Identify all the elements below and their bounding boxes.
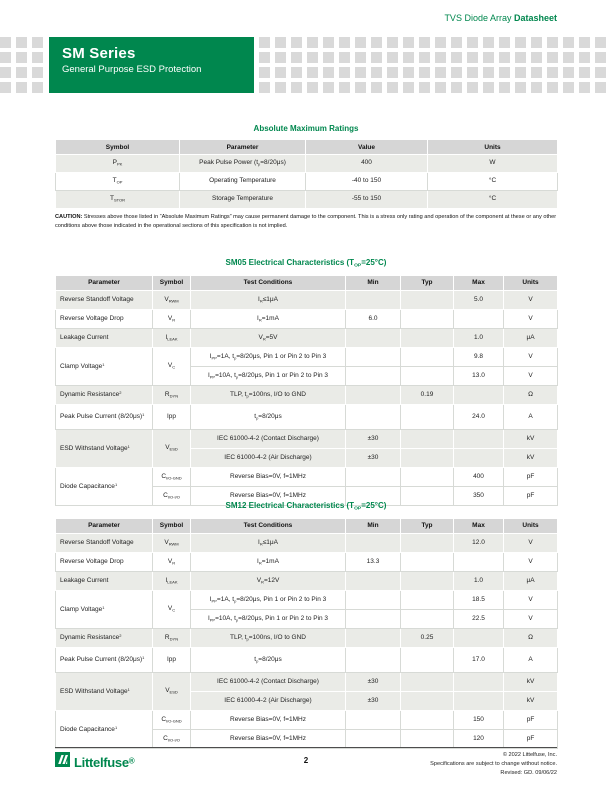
caution-label: CAUTION: bbox=[55, 213, 83, 220]
cell-symbol: $C_{I/O-GND}$ bbox=[153, 710, 191, 729]
cell-min bbox=[346, 647, 401, 672]
cell-symbol: Ipp bbox=[153, 404, 191, 429]
cell-symbol: $P_{PK}$ bbox=[56, 155, 180, 173]
cell-conditions: $I_{PP}=10A$, $t_p=8/20\mu s$, Pin 1 or Pin 2 to Pin 3 bbox=[191, 366, 346, 385]
cell-min: ±30 bbox=[346, 448, 401, 467]
cell-typ bbox=[401, 309, 454, 328]
cell-max bbox=[454, 448, 504, 467]
cell-parameter: Reverse Standoff Voltage bbox=[56, 533, 153, 552]
cell-typ bbox=[401, 429, 454, 448]
table-row bbox=[56, 647, 558, 672]
cell-max: 350 bbox=[454, 486, 504, 505]
cell-symbol: Ipp bbox=[153, 647, 191, 672]
cell-units: °C bbox=[428, 173, 558, 191]
table-row bbox=[56, 173, 558, 191]
cell-max: 120 bbox=[454, 729, 504, 748]
cell-min bbox=[346, 347, 401, 366]
cell-max: 1.0 bbox=[454, 571, 504, 590]
cell-units: V bbox=[504, 366, 558, 385]
cell-max: 18.5 bbox=[454, 590, 504, 609]
cell-max bbox=[454, 309, 504, 328]
cell-units: Ω bbox=[504, 628, 558, 647]
table-row bbox=[56, 429, 558, 448]
cell-symbol: $R_{DYN}$ bbox=[153, 628, 191, 647]
cell-min bbox=[346, 533, 401, 552]
cell-symbol: $V_{RWM}$ bbox=[153, 290, 191, 309]
table-row bbox=[56, 309, 558, 328]
cell-conditions: $I_R\le 1\mu A$ bbox=[191, 290, 346, 309]
series-banner bbox=[49, 37, 254, 93]
decorative-squares-left bbox=[0, 37, 44, 93]
footer-legal bbox=[430, 751, 557, 778]
cell-max bbox=[454, 672, 504, 691]
cell-conditions: $t_p=8/20\mu s$ bbox=[191, 647, 346, 672]
cell-units: μA bbox=[504, 328, 558, 347]
cell-min bbox=[346, 404, 401, 429]
cell-min bbox=[346, 609, 401, 628]
column-header: Max bbox=[454, 518, 504, 533]
cell-min bbox=[346, 571, 401, 590]
cell-conditions: IEC 61000-4-2 (Air Discharge) bbox=[191, 448, 346, 467]
cell-conditions: Reverse Bias=0V, f=1MHz bbox=[191, 729, 346, 748]
cell-symbol: $C_{I/O-I/O}$ bbox=[153, 729, 191, 748]
table-row bbox=[56, 347, 558, 366]
cell-typ: 0.25 bbox=[401, 628, 454, 647]
cell-symbol: $T_{OP}$ bbox=[56, 173, 180, 191]
cell-min: ±30 bbox=[346, 429, 401, 448]
cell-max bbox=[454, 385, 504, 404]
cell-conditions: IEC 61000-4-2 (Contact Discharge) bbox=[191, 429, 346, 448]
column-header: Parameter bbox=[180, 140, 306, 155]
cell-symbol: $V_{RWM}$ bbox=[153, 533, 191, 552]
cell-units: kV bbox=[504, 448, 558, 467]
cell-max: 12.0 bbox=[454, 533, 504, 552]
footer-copyright: © 2022 Littelfuse, Inc. bbox=[502, 752, 557, 758]
cell-conditions: IEC 61000-4-2 (Air Discharge) bbox=[191, 691, 346, 710]
cell-min bbox=[346, 590, 401, 609]
cell-units: kV bbox=[504, 691, 558, 710]
cell-value: 400 bbox=[306, 155, 428, 173]
series-title: SM Series bbox=[62, 45, 136, 62]
cell-parameter: Diode Capacitance$^1$ bbox=[56, 467, 153, 505]
sm12-table bbox=[55, 518, 558, 749]
table-header-row bbox=[56, 140, 558, 155]
cell-parameter: Reverse Voltage Drop bbox=[56, 309, 153, 328]
cell-min bbox=[346, 628, 401, 647]
cell-units: °C bbox=[428, 191, 558, 209]
table-row bbox=[56, 710, 558, 729]
cell-conditions: $I_{PP}=10A$, $t_p=8/20\mu s$, Pin 1 or Pin 2 to Pin 3 bbox=[191, 609, 346, 628]
cell-conditions: $I_{PP}=1A$, $t_p=8/20\mu s$, Pin 1 or Pin 2 to Pin 3 bbox=[191, 590, 346, 609]
column-header: Units bbox=[428, 140, 558, 155]
column-header: Typ bbox=[401, 275, 454, 290]
cell-conditions: Reverse Bias=0V, f=1MHz bbox=[191, 467, 346, 486]
cell-max: 150 bbox=[454, 710, 504, 729]
cell-parameter: Diode Capacitance$^1$ bbox=[56, 710, 153, 748]
cell-max: 22.5 bbox=[454, 609, 504, 628]
cell-units: W bbox=[428, 155, 558, 173]
cell-conditions: $I_R=1mA$ bbox=[191, 552, 346, 571]
cell-typ bbox=[401, 533, 454, 552]
cell-conditions: TLP, $t_p=100ns$, I/O to GND bbox=[191, 385, 346, 404]
cell-typ bbox=[401, 691, 454, 710]
column-header: Units bbox=[504, 518, 558, 533]
tagline-regular: TVS Diode Array bbox=[444, 13, 514, 23]
sm05-table bbox=[55, 275, 558, 506]
cell-units: μA bbox=[504, 571, 558, 590]
table-row bbox=[56, 328, 558, 347]
cell-conditions: TLP, $t_p=100ns$, I/O to GND bbox=[191, 628, 346, 647]
cell-parameter: Clamp Voltage$^1$ bbox=[56, 590, 153, 628]
cell-conditions: $I_R\le 1\mu A$ bbox=[191, 533, 346, 552]
cell-parameter: ESD Withstand Voltage$^1$ bbox=[56, 672, 153, 710]
cell-units: A bbox=[504, 647, 558, 672]
cell-units: V bbox=[504, 609, 558, 628]
cell-conditions: $V_R=5V$ bbox=[191, 328, 346, 347]
cell-units: V bbox=[504, 309, 558, 328]
cell-symbol: $V_R$ bbox=[153, 309, 191, 328]
cell-typ bbox=[401, 448, 454, 467]
cell-min bbox=[346, 467, 401, 486]
column-header: Min bbox=[346, 275, 401, 290]
cell-typ bbox=[401, 366, 454, 385]
cell-typ bbox=[401, 290, 454, 309]
cell-parameter: Leakage Current bbox=[56, 571, 153, 590]
cell-symbol: $C_{I/O-I/O}$ bbox=[153, 486, 191, 505]
cell-symbol: $V_C$ bbox=[153, 590, 191, 628]
cell-parameter: ESD Withstand Voltage$^1$ bbox=[56, 429, 153, 467]
cell-max: 9.8 bbox=[454, 347, 504, 366]
cell-min: 6.0 bbox=[346, 309, 401, 328]
cell-units: V bbox=[504, 533, 558, 552]
column-header: Parameter bbox=[56, 518, 153, 533]
cell-min: ±30 bbox=[346, 691, 401, 710]
cell-min bbox=[346, 385, 401, 404]
cell-units: Ω bbox=[504, 385, 558, 404]
column-header: Parameter bbox=[56, 275, 153, 290]
littelfuse-wordmark: Littelfuse® bbox=[74, 754, 135, 770]
cell-conditions: IEC 61000-4-2 (Contact Discharge) bbox=[191, 672, 346, 691]
cell-typ bbox=[401, 672, 454, 691]
document-type-tagline bbox=[444, 13, 557, 23]
cell-max: 5.0 bbox=[454, 290, 504, 309]
cell-symbol: $I_{LEAK}$ bbox=[153, 571, 191, 590]
cell-units: kV bbox=[504, 672, 558, 691]
footer-notice: Specifications are subject to change without notice. bbox=[430, 760, 557, 767]
cell-parameter: Peak Pulse Current $(8/20\mu s)^1$ bbox=[56, 647, 153, 672]
cell-symbol: $R_{DYN}$ bbox=[153, 385, 191, 404]
column-header: Min bbox=[346, 518, 401, 533]
cell-parameter: Peak Pulse Power $(t_p=8/20\mu s)$ bbox=[180, 155, 306, 173]
cell-units: pF bbox=[504, 486, 558, 505]
cell-conditions: Reverse Bias=0V, f=1MHz bbox=[191, 710, 346, 729]
table-row bbox=[56, 590, 558, 609]
column-header: Value bbox=[306, 140, 428, 155]
cell-parameter: Peak Pulse Current $(8/20\mu s)^1$ bbox=[56, 404, 153, 429]
column-header: Symbol bbox=[153, 275, 191, 290]
cell-typ bbox=[401, 710, 454, 729]
table-header-row bbox=[56, 518, 558, 533]
cell-typ bbox=[401, 647, 454, 672]
cell-typ bbox=[401, 552, 454, 571]
absolute-maximum-ratings-section bbox=[55, 124, 557, 209]
cell-parameter: Clamp Voltage$^1$ bbox=[56, 347, 153, 385]
cell-conditions: Reverse Bias=0V, f=1MHz bbox=[191, 486, 346, 505]
column-header: Symbol bbox=[153, 518, 191, 533]
table-row bbox=[56, 467, 558, 486]
cell-units: pF bbox=[504, 729, 558, 748]
sm05-characteristics-section bbox=[55, 258, 557, 506]
cell-value: -40 to 150 bbox=[306, 173, 428, 191]
table-row bbox=[56, 552, 558, 571]
cell-typ bbox=[401, 609, 454, 628]
table-row bbox=[56, 571, 558, 590]
cell-min bbox=[346, 729, 401, 748]
cell-parameter: Reverse Standoff Voltage bbox=[56, 290, 153, 309]
cell-symbol: $T_{STOR}$ bbox=[56, 191, 180, 209]
series-subtitle: General Purpose ESD Protection bbox=[62, 64, 202, 76]
cell-max bbox=[454, 691, 504, 710]
cell-value: -55 to 150 bbox=[306, 191, 428, 209]
cell-max: 13.0 bbox=[454, 366, 504, 385]
cell-min bbox=[346, 290, 401, 309]
cell-typ bbox=[401, 590, 454, 609]
cell-symbol: $C_{I/O-GND}$ bbox=[153, 467, 191, 486]
amr-section-title: Absolute Maximum Ratings bbox=[253, 124, 359, 133]
page-number: 2 bbox=[303, 756, 309, 765]
cell-typ bbox=[401, 467, 454, 486]
cell-symbol: $I_{LEAK}$ bbox=[153, 328, 191, 347]
table-row bbox=[56, 290, 558, 309]
cell-parameter: Leakage Current bbox=[56, 328, 153, 347]
cell-units: pF bbox=[504, 710, 558, 729]
cell-typ bbox=[401, 571, 454, 590]
sm12-characteristics-section bbox=[55, 501, 557, 749]
cell-conditions: $I_{PP}=1A$, $t_p=8/20\mu s$, Pin 1 or Pin 2 to Pin 3 bbox=[191, 347, 346, 366]
cell-max: 24.0 bbox=[454, 404, 504, 429]
cell-typ bbox=[401, 404, 454, 429]
cell-symbol: $V_C$ bbox=[153, 347, 191, 385]
footer-divider bbox=[55, 747, 557, 748]
cell-units: V bbox=[504, 590, 558, 609]
cell-max: 1.0 bbox=[454, 328, 504, 347]
cell-typ bbox=[401, 328, 454, 347]
table-row bbox=[56, 628, 558, 647]
cell-min: ±30 bbox=[346, 672, 401, 691]
table-row bbox=[56, 672, 558, 691]
cell-units: V bbox=[504, 347, 558, 366]
cell-max bbox=[454, 429, 504, 448]
cell-units: pF bbox=[504, 467, 558, 486]
cell-parameter: Storage Temperature bbox=[180, 191, 306, 209]
cell-symbol: $V_{ESD}$ bbox=[153, 672, 191, 710]
column-header: Max bbox=[454, 275, 504, 290]
cell-max: 400 bbox=[454, 467, 504, 486]
table-header-row bbox=[56, 275, 558, 290]
cell-parameter: Dynamic Resistance$^2$ bbox=[56, 385, 153, 404]
column-header: Units bbox=[504, 275, 558, 290]
caution-text: Stresses above those listed in “Absolute Maximum Ratings” may cause permanent damage to the component. This is a stress only rating and operation of the component at these or any other conditions above those indicated in the operational sections of this specification is not implied. bbox=[55, 213, 557, 229]
cell-parameter: Reverse Voltage Drop bbox=[56, 552, 153, 571]
cell-conditions: $t_p=8/20\mu s$ bbox=[191, 404, 346, 429]
cell-parameter: Operating Temperature bbox=[180, 173, 306, 191]
column-header: Typ bbox=[401, 518, 454, 533]
table-row bbox=[56, 155, 558, 173]
table-row bbox=[56, 385, 558, 404]
table-row bbox=[56, 191, 558, 209]
cell-units: V bbox=[504, 290, 558, 309]
cell-parameter: Dynamic Resistance$^2$ bbox=[56, 628, 153, 647]
cell-typ: 0.19 bbox=[401, 385, 454, 404]
sm12-section-title: SM12 Electrical Characteristics $(T_{OP}=25^\circ C)$ bbox=[225, 501, 387, 512]
footer-revised: Revised: GD. 09/06/22 bbox=[500, 769, 557, 776]
caution-note bbox=[55, 213, 557, 231]
cell-max bbox=[454, 628, 504, 647]
cell-min: 13.3 bbox=[346, 552, 401, 571]
cell-symbol: $V_{ESD}$ bbox=[153, 429, 191, 467]
cell-min bbox=[346, 710, 401, 729]
cell-min bbox=[346, 366, 401, 385]
cell-typ bbox=[401, 347, 454, 366]
cell-units: V bbox=[504, 552, 558, 571]
cell-symbol: $V_R$ bbox=[153, 552, 191, 571]
table-row bbox=[56, 533, 558, 552]
cell-max: 17.0 bbox=[454, 647, 504, 672]
column-header: Test Conditions bbox=[191, 275, 346, 290]
cell-max bbox=[454, 552, 504, 571]
column-header: Test Conditions bbox=[191, 518, 346, 533]
decorative-squares-right bbox=[259, 37, 612, 93]
tagline-bold: Datasheet bbox=[513, 13, 557, 23]
cell-typ bbox=[401, 729, 454, 748]
sm05-section-title: SM05 Electrical Characteristics $(T_{OP}=25^\circ C)$ bbox=[225, 258, 387, 269]
cell-units: kV bbox=[504, 429, 558, 448]
amr-table bbox=[55, 139, 558, 209]
cell-units: A bbox=[504, 404, 558, 429]
table-row bbox=[56, 404, 558, 429]
cell-min bbox=[346, 328, 401, 347]
cell-conditions: $V_R=12V$ bbox=[191, 571, 346, 590]
column-header: Symbol bbox=[56, 140, 180, 155]
cell-conditions: $I_R=1mA$ bbox=[191, 309, 346, 328]
